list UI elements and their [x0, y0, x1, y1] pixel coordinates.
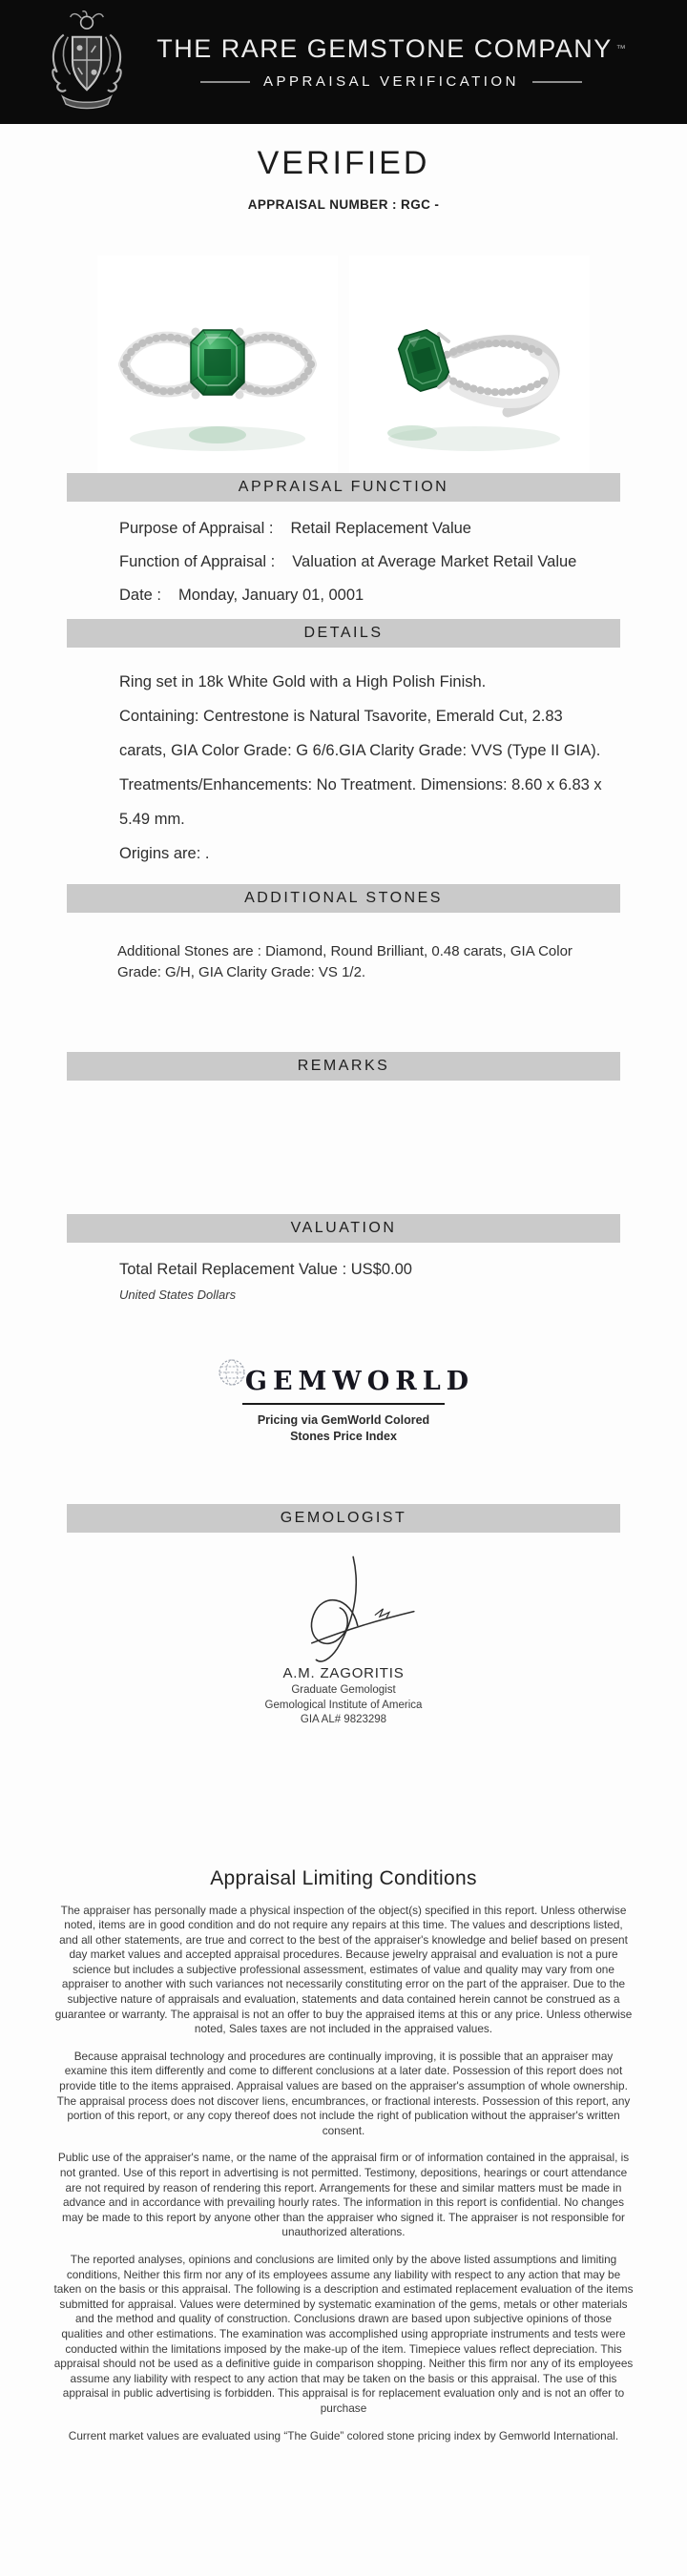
purpose-label: Purpose of Appraisal : — [119, 520, 274, 537]
gemworld-block — [0, 1362, 687, 1445]
verified-heading: VERIFIED — [257, 145, 430, 181]
ring-photos — [0, 256, 687, 473]
limiting-paragraph-4: The reported analyses, opinions and conclusions are limited only by the above listed assumptions and limiting conditions, Neither this firm nor any of its employees assume any liability with respect to any action that may be taken on the basis or this appraisal. The following is a description and estimated replacement evaluation of the items submitted for appraisal. Values were determined by systematic examination of the gems, metals or other materials and the method and quality of construction. Conclusions drawn are based upon subjective opinions of those qualities and other estimations. The examination was accomplished using appropriate instruments and tests were conducted within the limitations imposed by the make-up of the item. Timepiece values reflect depreciation. This appraisal should not be used as a definitive guide in comparison shopping. Neither this firm nor any of its employees assume any liability with respect to any action that may be taken on the basis or this appraisal. The use of this appraisal in public advertising is forbidden. This appraisal is for replacement evaluation only and is not an offer to purchase — [53, 2252, 634, 2415]
total-replacement-value: Total Retail Replacement Value : US$0.00 — [119, 1261, 412, 1278]
details-line-metal: Ring set in 18k White Gold with a High Polish Finish. — [119, 673, 487, 690]
ring-photo-front — [97, 256, 338, 473]
limiting-paragraph-5: Current market values are evaluated using “The Guide” colored stone pricing index by Gemworld International. — [68, 2428, 619, 2442]
header-text-block — [139, 34, 687, 90]
appraisal-function-content — [67, 502, 620, 606]
function-label: Function of Appraisal : — [119, 553, 276, 570]
ring-photo-side — [349, 256, 590, 473]
limiting-paragraph-2: Because appraisal technology and procedures are continually improving, it is possible that an appraiser may examine this item differently and come to different conclusions at a later date. Possession of this report does not provide title to the items appraised. Appraisal values are based on the appraiser's assumption of whole ownership. The appraisal process does not discover liens, encumbrances, or fractional interests. Possession of this report, any portion of this report, or any copy thereof does not include the right of publication without the appraiser's written consent. — [56, 2049, 631, 2137]
gemologist-credential-1: Graduate Gemologist — [291, 1684, 396, 1696]
details-content — [67, 648, 620, 871]
page-header — [0, 0, 687, 124]
section-title: GEMOLOGIST — [280, 1510, 407, 1526]
section-bar-details — [67, 619, 620, 648]
section-title: ADDITIONAL STONES — [244, 890, 443, 906]
date-label: Date : — [119, 587, 162, 604]
trademark-symbol: ™ — [615, 43, 626, 54]
brand-name: THE RARE GEMSTONE COMPANY — [156, 34, 613, 63]
additional-stones-content: Additional Stones are : Diamond, Round Brilliant, 0.48 carats, GIA Color Grade: G/H, GIA Clarity Grade: VS 1/2. — [117, 943, 572, 980]
section-title: REMARKS — [297, 1058, 390, 1074]
subtitle-rule-right — [532, 81, 582, 83]
gemworld-caption — [258, 1412, 429, 1445]
function-value: Valuation at Average Market Retail Value — [292, 553, 577, 570]
section-bar-valuation — [67, 1214, 620, 1243]
gemworld-wordmark: GEMWORLD — [244, 1366, 475, 1396]
gemologist-identity — [0, 1664, 687, 1728]
brand-title — [156, 34, 626, 64]
gemologist-credential-2: Gemological Institute of America — [264, 1699, 423, 1711]
limiting-conditions-title: Appraisal Limiting Conditions — [210, 1866, 477, 1889]
appraisal-number: APPRAISAL NUMBER : RGC - — [247, 197, 440, 212]
purpose-value: Retail Replacement Value — [290, 520, 471, 537]
section-bar-remarks — [67, 1052, 620, 1081]
gemologist-signature — [0, 1550, 687, 1664]
limiting-paragraph-3: Public use of the appraiser's name, or the name of the appraisal firm or of information contained in the appraisal, is not granted. Use of this report in advertising is not permitted. Testimony, depositions, hearings or court attendance are not required by reason of rendering this report. Arrangements for these and similar matters must be made in advance and in accordance with prevailing hourly rates. The information in this report is confidential. No changes may be made to this report by anyone other than the appraiser who signed it. The appraiser is not responsible for unauthorized alterations. — [57, 2151, 630, 2239]
subtitle-rule-left — [200, 81, 250, 83]
limiting-paragraph-1: The appraiser has personally made a physical inspection of the object(s) specified in this report. Unless otherwise noted, items are in good condition and do not require any repairs at this time. The values and descriptions listed, and all other statements, are true and correct to the best of the appraiser's knowledge and belief based on present day market values and accepted appraisal procedures. Because jewelry appraisal and evaluation is not a pure science but includes a subjective professional assessment, estimates of value and quality may vary from one appraiser to another with such variances not necessarily constituting error on the part of the appraiser. Due to the subjective nature of appraisals and evaluation, statements and data contained herein cannot be construed as a guarantee or warranty. The appraisal is not an offer to buy the appraised items at this or any price. Unless otherwise noted, Sales taxes are not included in the appraised values. — [54, 1903, 633, 2036]
function-row — [119, 552, 611, 572]
section-bar-appraisal-function — [67, 473, 620, 502]
gemworld-logo — [213, 1362, 474, 1400]
gemworld-rule — [242, 1403, 445, 1405]
report-subtitle: APPRAISAL VERIFICATION — [263, 73, 519, 90]
currency-note: United States Dollars — [119, 1288, 237, 1302]
details-line-centrestone: Containing: Centrestone is Natural Tsavorite, Emerald Cut, 2.83 carats, GIA Color Grade: G 6/6.GIA Clarity Grade: VVS (Type II GIA). Treatments/Enhancements: No Treatment. Dimensions: 8.60 x 6.83 x 5.49 mm. — [119, 708, 602, 828]
section-bar-additional-stones — [67, 884, 620, 913]
section-title: APPRAISAL FUNCTION — [238, 479, 449, 495]
gemologist-name: A.M. ZAGORITIS — [282, 1665, 405, 1681]
section-title: VALUATION — [290, 1220, 397, 1236]
gemworld-caption-line2: Stones Price Index — [290, 1430, 397, 1443]
section-title: DETAILS — [303, 625, 384, 641]
details-line-origins: Origins are: . — [119, 845, 210, 862]
valuation-content — [67, 1243, 620, 1303]
date-value: Monday, January 01, 0001 — [178, 587, 364, 604]
limiting-conditions-section — [0, 1866, 687, 2444]
gemologist-license: GIA AL# 9823298 — [300, 1714, 387, 1725]
subtitle-row — [200, 73, 582, 90]
gemworld-caption-line1: Pricing via GemWorld Colored — [257, 1413, 430, 1427]
date-row — [119, 586, 611, 606]
section-bar-gemologist — [67, 1504, 620, 1533]
purpose-row — [119, 519, 611, 539]
company-crest-icon — [48, 10, 126, 114]
